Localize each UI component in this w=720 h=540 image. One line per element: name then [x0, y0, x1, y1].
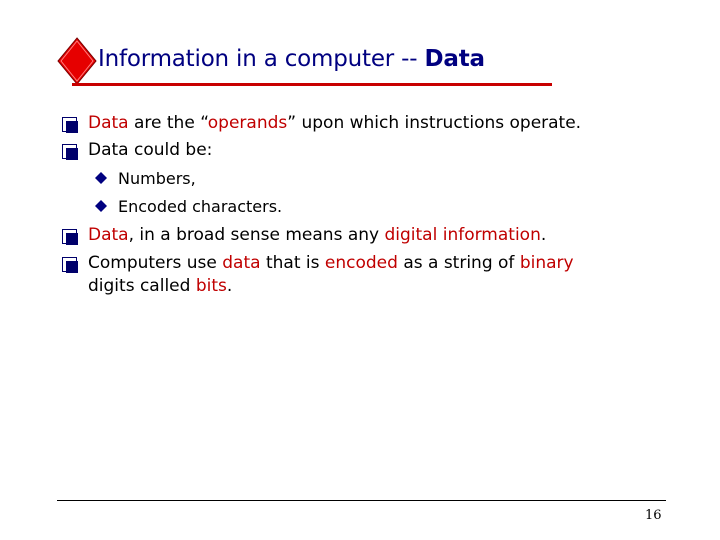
bullet-segment: are the “ — [128, 113, 208, 133]
checkbox-bullet-icon — [62, 257, 77, 272]
bullet-text — [88, 224, 546, 247]
diamond-bullet-icon — [95, 200, 107, 212]
checkbox-bullet-icon — [62, 117, 77, 132]
bullet-segment: bits — [195, 276, 227, 296]
bullet-segment: digits called — [88, 276, 196, 296]
checkbox-bullet-icon — [62, 229, 77, 244]
checkbox-bullet-icon — [62, 144, 77, 159]
bullet-segment: encoded — [324, 253, 398, 273]
slide-title-bold: Data — [424, 46, 485, 72]
slide-title-prefix: Information in a computer -- — [98, 46, 425, 72]
bullet-segment: as a string of — [397, 253, 520, 273]
sub-bullet-text: Encoded characters. — [118, 197, 283, 216]
bullet-text — [88, 275, 232, 298]
title-diamond-icon — [57, 37, 97, 85]
bullet-segment: ” upon which instructions operate. — [287, 113, 582, 133]
bullet-segment: . — [540, 225, 547, 245]
bullet-text: Data could be: — [88, 140, 213, 160]
bullet-segment: binary — [519, 253, 574, 273]
page-number: 16 — [645, 508, 662, 523]
title-underline — [72, 83, 552, 86]
bullet-segment: that is — [260, 253, 325, 273]
bullet-segment: Data — [88, 113, 129, 133]
diamond-bullet-icon — [95, 172, 107, 184]
bullet-segment: data — [222, 253, 261, 273]
sub-bullet-text: Numbers, — [118, 169, 196, 188]
bullet-segment: Data — [88, 225, 129, 245]
bullet-text — [88, 252, 574, 275]
bullet-segment: . — [226, 276, 233, 296]
bullet-segment: Computers use — [88, 253, 223, 273]
bullet-segment: , in a broad sense means any — [128, 225, 385, 245]
bullet-segment: operands — [207, 113, 288, 133]
bullet-text — [88, 112, 581, 135]
slide-title — [98, 46, 485, 72]
bullet-segment: digital information — [384, 225, 541, 245]
footer-divider — [57, 500, 666, 501]
